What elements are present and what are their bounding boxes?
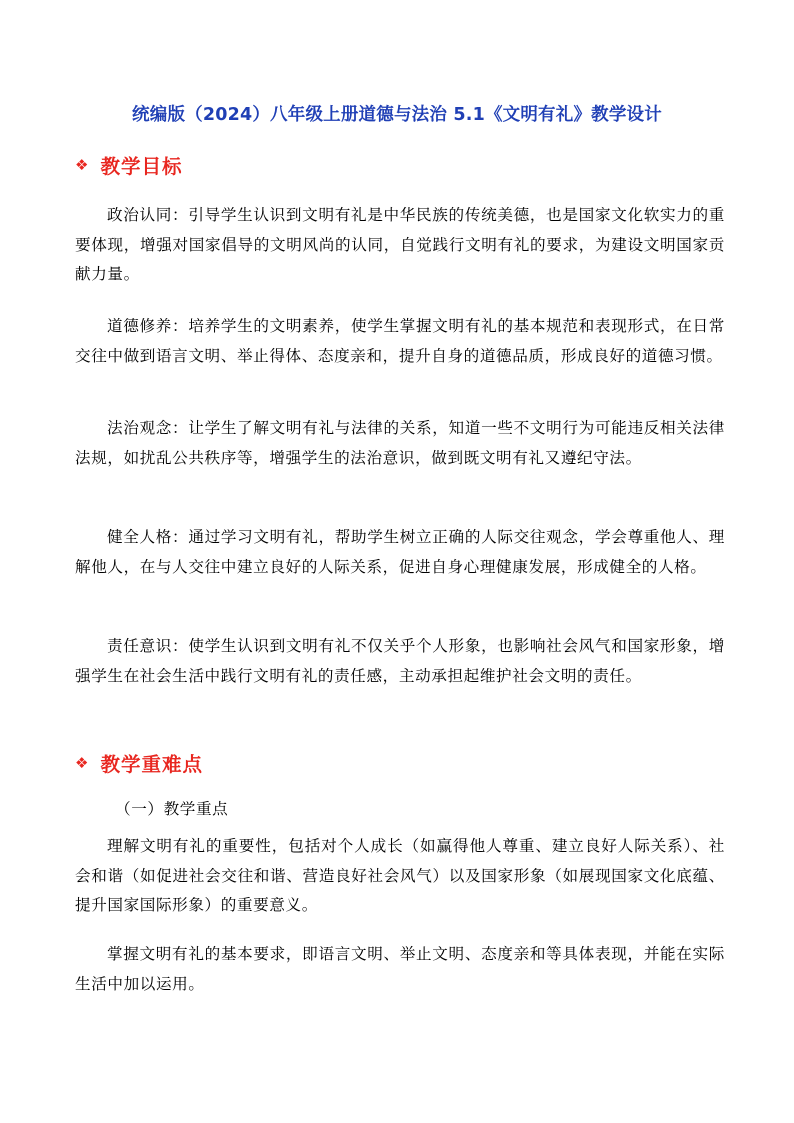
focus-paragraph-requirements: 掌握文明有礼的基本要求，即语言文明、举止文明、态度亲和等具体表现，并能在实际生活中加以运用。 (75, 945, 725, 993)
objective-sound-personality: 健全人格：通过学习文明有礼，帮助学生树立正确的人际交往观念，学会尊重他人、理解他人，在与人交往中建立良好的人际关系，促进自身心理健康发展，形成健全的人格。 (75, 528, 725, 576)
section-heading-key-difficulties (75, 748, 203, 778)
document-title: 统编版（2024）八年级上册道德与法治 5.1《文明有礼》教学设计 (132, 105, 662, 125)
section-heading-text: 教学目标 (100, 155, 183, 178)
diamond-bullet-icon: ❖ (75, 753, 89, 772)
section-heading-teaching-objectives (75, 150, 182, 180)
objective-political-identity: 政治认同：引导学生认识到文明有礼是中华民族的传统美德，也是国家文化软实力的重要体现，增强对国家倡导的文明风尚的认同，自觉践行文明有礼的要求，为建设文明国家贡献力量。 (75, 206, 725, 284)
subheading-teaching-focus: （一）教学重点 (115, 800, 229, 818)
objective-rule-of-law: 法治观念：让学生了解文明有礼与法律的关系，知道一些不文明行为可能违反相关法律法规，如扰乱公共秩序等，增强学生的法治意识，做到既文明有礼又遵纪守法。 (75, 419, 725, 467)
objective-sense-of-responsibility: 责任意识：使学生认识到文明有礼不仅关乎个人形象，也影响社会风气和国家形象，增强学生在社会生活中践行文明有礼的责任感，主动承担起维护社会文明的责任。 (75, 637, 725, 685)
diamond-bullet-icon: ❖ (75, 155, 89, 174)
section-heading-text: 教学重难点 (100, 753, 203, 776)
objective-moral-cultivation: 道德修养：培养学生的文明素养，使学生掌握文明有礼的基本规范和表现形式，在日常交往中做到语言文明、举止得体、态度亲和，提升自身的道德品质，形成良好的道德习惯。 (75, 317, 725, 365)
focus-paragraph-importance: 理解文明有礼的重要性，包括对个人成长（如赢得他人尊重、建立良好人际关系）、社会和谐（如促进社会交往和谐、营造良好社会风气）以及国家形象（如展现国家文化底蕴、提升国家国际形象）的重要意义。 (75, 837, 725, 915)
